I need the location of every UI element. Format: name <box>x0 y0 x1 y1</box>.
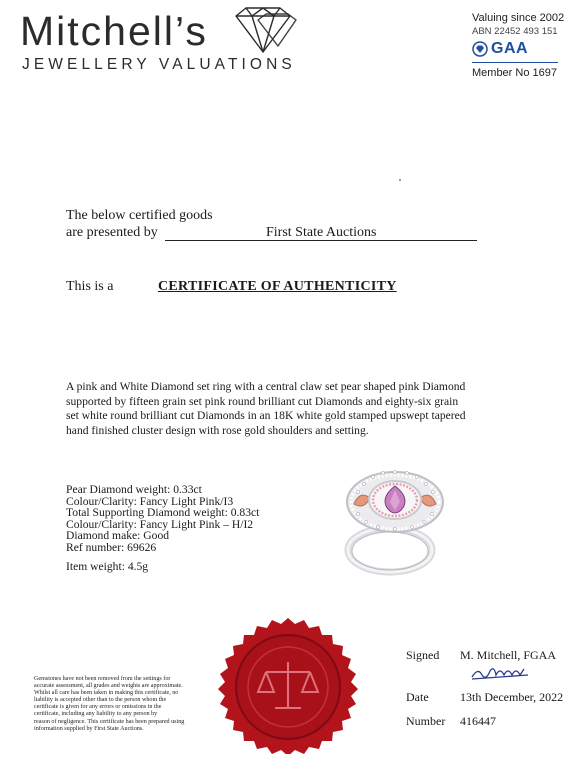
this-is-a-label: This is a <box>66 279 114 294</box>
spec-line: Diamond make: Good <box>66 529 170 543</box>
number-label: Number <box>406 714 446 728</box>
disclaimer-line: liability is accepted other than to the person whom the <box>34 697 167 704</box>
disclaimer <box>34 676 184 733</box>
spec-line: Ref number: 69626 <box>66 540 157 554</box>
intro-line-2 <box>66 225 477 241</box>
signed-value: M. Mitchell, FGAA <box>460 648 556 662</box>
certificate-title: CERTIFICATE OF AUTHENTICITY <box>158 279 397 294</box>
description-line: hand finished cluster design with rose gold shoulders and setting. <box>66 423 369 437</box>
disclaimer-line: certificate, including any liability to any person by <box>34 711 158 718</box>
brand-subtitle: JEWELLERY VALUATIONS <box>22 56 296 73</box>
speck <box>399 179 401 181</box>
date-label: Date <box>406 690 429 704</box>
disclaimer-line: information supplied by First State Auctions. <box>34 725 144 732</box>
gaa-gem-icon <box>472 41 488 57</box>
date-value: 13th December, 2022 <box>460 690 564 704</box>
ring-photo <box>338 462 448 578</box>
disclaimer-line: Gemstones have not been removed from the settings for <box>34 676 171 682</box>
item-description <box>66 380 466 438</box>
signed-label: Signed <box>406 648 440 662</box>
handwritten-signature <box>470 663 540 681</box>
gaa-divider <box>472 62 558 63</box>
spec-line: Pear Diamond weight: 0.33ct <box>66 483 202 496</box>
gaa-logo <box>472 40 528 58</box>
presented-by-value: First State Auctions <box>165 225 477 241</box>
abn-number: ABN 22452 493 151 <box>472 26 558 37</box>
brand-name: Mitchell’s <box>20 8 208 54</box>
intro-line-1: The below certified goods <box>66 208 213 223</box>
item-specs <box>66 484 259 554</box>
description-line: supported by fifteen grain set pink round brilliant cut Diamonds and eighty-six grain <box>66 394 459 408</box>
gaa-label: GAA <box>491 40 529 57</box>
description-line: set white round brilliant cut Diamonds in an 18K white gold stamped upswept tapered <box>66 409 466 423</box>
spec-line: Colour/Clarity: Fancy Light Pink/I3 <box>66 494 234 508</box>
disclaimer-line: Whilst all care has been taken in making this certificate, no <box>34 690 179 697</box>
presented-by-label: are presented by <box>66 225 158 240</box>
disclaimer-line: certificate is given for any errors or omissions in the <box>34 704 162 711</box>
member-number: Member No 1697 <box>472 67 557 79</box>
description-line: A pink and White Diamond set ring with a central claw set pear shaped pink Diamond <box>66 380 466 393</box>
spec-line: Total Supporting Diamond weight: 0.83ct <box>66 506 260 520</box>
diamond-logo-icon <box>228 6 298 54</box>
disclaimer-line: reason of negligence. This certificate has been prepared using <box>34 718 185 725</box>
spec-line: Colour/Clarity: Fancy Light Pink – H/I2 <box>66 517 254 531</box>
item-weight: Item weight: 4.5g <box>66 560 149 573</box>
disclaimer-line: accurate assessment, all grades and weights are approximate. <box>34 683 183 690</box>
valuing-since: Valuing since 2002 <box>472 12 565 24</box>
number-value: 416447 <box>460 714 496 728</box>
wax-seal <box>211 616 365 754</box>
